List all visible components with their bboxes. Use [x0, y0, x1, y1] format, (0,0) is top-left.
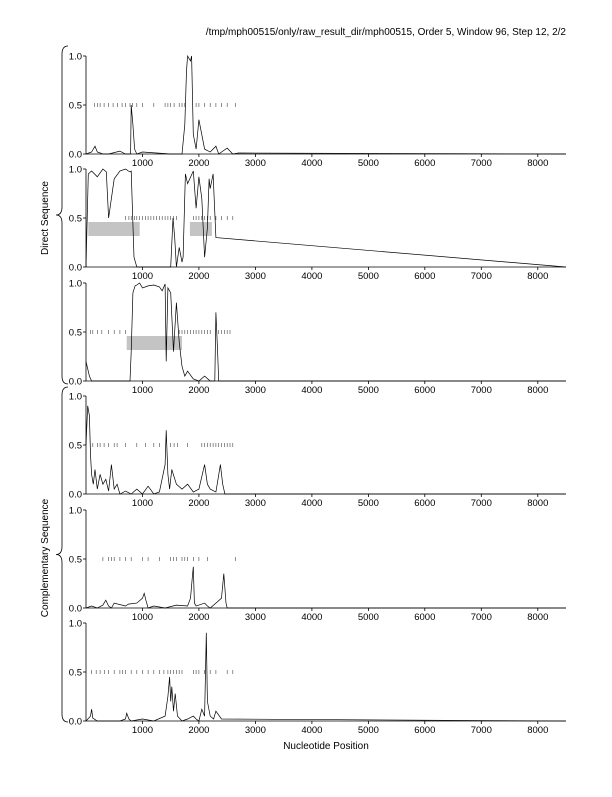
y-tick-label: 0.0: [68, 376, 82, 388]
coding-probability-line: [86, 283, 566, 381]
complementary-strand-brace: [56, 387, 68, 722]
x-tick-label: 6000: [414, 725, 436, 736]
x-tick-label: 6000: [414, 158, 436, 169]
x-tick-label: 5000: [357, 612, 379, 623]
x-tick-label: 8000: [527, 725, 549, 736]
y-tick-label: 0.5: [68, 327, 82, 339]
coding-probability-line: [86, 56, 566, 154]
y-tick-label: 0.5: [68, 667, 82, 679]
x-tick-label: 5000: [357, 385, 379, 396]
panel-4: [69, 392, 566, 510]
x-tick-label: 1000: [131, 498, 154, 509]
x-tick-label: 3000: [244, 612, 266, 623]
coding-probability-line: [86, 633, 566, 721]
y-tick-label: 0.0: [68, 603, 82, 615]
x-tick-label: 6000: [414, 498, 436, 509]
panel-2: [69, 165, 566, 283]
y-tick-label: 0.0: [68, 489, 82, 501]
x-tick-label: 4000: [301, 158, 323, 169]
x-tick-label: 5000: [357, 498, 379, 509]
coding-probability-line: [86, 567, 566, 608]
x-tick-label: 4000: [301, 725, 323, 736]
x-tick-label: 8000: [527, 612, 549, 623]
panel-5: [69, 506, 566, 624]
x-tick-label: 7000: [470, 385, 492, 396]
x-tick-label: 5000: [357, 725, 379, 736]
y-tick-label: 1.0: [68, 391, 82, 403]
x-tick-label: 1000: [131, 271, 154, 282]
x-tick-label: 1000: [131, 725, 154, 736]
x-tick-label: 1000: [131, 158, 154, 169]
complementary-sequence-label: Complementary Sequence: [40, 498, 51, 618]
panel-6: [69, 619, 566, 737]
x-tick-label: 8000: [527, 158, 549, 169]
x-tick-label: 3000: [244, 271, 266, 282]
x-tick-label: 4000: [301, 271, 323, 282]
x-axis-label: Nucleotide Position: [283, 741, 369, 752]
y-tick-label: 0.5: [68, 554, 82, 566]
y-tick-label: 0.5: [68, 213, 82, 225]
y-tick-label: 0.0: [68, 262, 82, 274]
x-tick-label: 2000: [188, 725, 210, 736]
plot-panels: [69, 52, 566, 737]
y-tick-label: 1.0: [68, 278, 82, 290]
x-tick-label: 2000: [188, 498, 210, 509]
direct-sequence-label: Direct Sequence: [40, 181, 51, 255]
x-tick-label: 4000: [301, 385, 323, 396]
y-tick-label: 0.0: [68, 149, 82, 161]
x-tick-label: 1000: [131, 385, 154, 396]
x-tick-label: 7000: [470, 498, 492, 509]
x-tick-label: 7000: [470, 158, 492, 169]
x-tick-label: 1000: [131, 612, 154, 623]
x-tick-label: 8000: [527, 498, 549, 509]
panel-3: [69, 279, 566, 397]
y-tick-label: 0.5: [68, 440, 82, 452]
x-tick-label: 4000: [301, 498, 323, 509]
strand-braces: [56, 46, 68, 722]
x-tick-label: 3000: [244, 725, 266, 736]
direct-strand-brace: [56, 46, 68, 384]
x-tick-label: 7000: [470, 725, 492, 736]
x-tick-label: 8000: [527, 385, 549, 396]
x-tick-label: 3000: [244, 385, 266, 396]
x-tick-label: 5000: [357, 271, 379, 282]
y-tick-label: 1.0: [68, 618, 82, 630]
orf-box: [190, 222, 212, 236]
x-tick-label: 6000: [414, 271, 436, 282]
y-tick-label: 0.0: [68, 716, 82, 728]
coding-probability-line: [86, 169, 566, 267]
x-tick-label: 3000: [244, 158, 266, 169]
x-tick-label: 8000: [527, 271, 549, 282]
x-tick-label: 4000: [301, 612, 323, 623]
path-title: /tmp/mph00515/only/raw_result_dir/mph00515, Order 5, Window 96, Step 12, 2/2: [205, 27, 566, 38]
x-tick-label: 2000: [188, 158, 210, 169]
panel-1: [69, 52, 566, 170]
x-tick-label: 3000: [244, 498, 266, 509]
x-tick-label: 2000: [188, 271, 210, 282]
x-tick-label: 7000: [470, 271, 492, 282]
x-tick-label: 6000: [414, 612, 436, 623]
x-tick-label: 6000: [414, 385, 436, 396]
x-tick-label: 2000: [188, 385, 210, 396]
x-tick-label: 2000: [188, 612, 210, 623]
orf-box: [88, 222, 139, 236]
y-tick-label: 1.0: [68, 51, 82, 63]
y-tick-label: 1.0: [68, 164, 82, 176]
y-tick-label: 1.0: [68, 505, 82, 517]
x-tick-label: 7000: [470, 612, 492, 623]
x-tick-label: 5000: [357, 158, 379, 169]
coding-probability-line: [86, 406, 566, 494]
y-tick-label: 0.5: [68, 100, 82, 112]
